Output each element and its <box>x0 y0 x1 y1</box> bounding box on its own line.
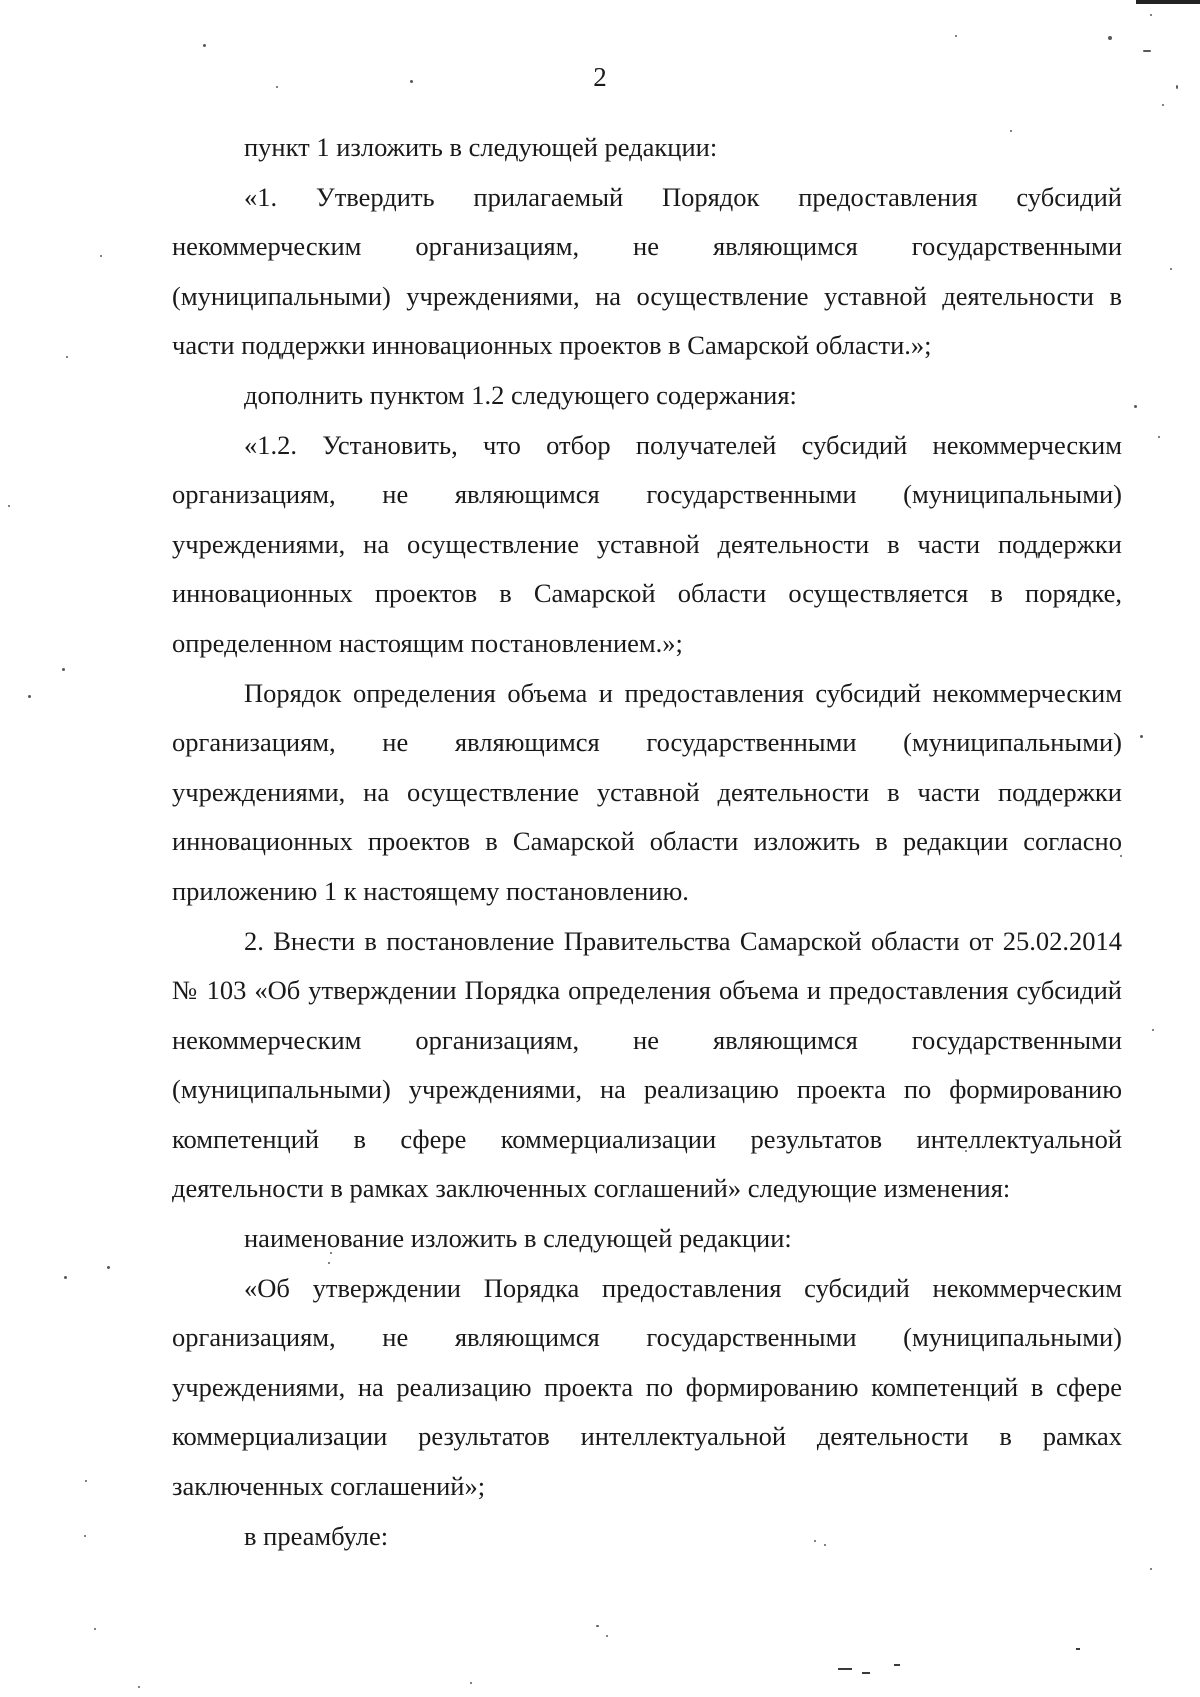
page-number: 2 <box>593 62 607 92</box>
paragraph: дополнить пунктом 1.2 следующего содержания: <box>244 379 797 410</box>
scan-speck <box>62 668 65 671</box>
scan-dash <box>894 1664 900 1666</box>
scan-speck <box>1150 1568 1152 1570</box>
paragraph: «1.2. Установить, что отбор получателей субсидий некоммерческим организациям, не являющимся государственными (муниципальными) учреждениями, на осуществление уставной деятельности в части поддержки инновационных проектов в Самарской области осуществляется в порядке, определенном настоящим постановлением.»; <box>172 429 1122 658</box>
paragraph: «Об утверждении Порядка предоставления субсидий некоммерческим организациям, не являющимся государственными (муниципальными) учреждениями, на реализацию проекта по формированию компетенций в сфере коммерциализации результатов интеллектуальной деятельности в рамках заключенных соглашений»; <box>172 1272 1122 1502</box>
paragraph: «1. Утвердить прилагаемый Порядок предоставления субсидий некоммерческим организациям, не являющимся государственными (муниципальными) учреждениями, на осуществление уставной деятельности в части поддержки инновационных проектов в Самарской области.»; <box>172 181 1122 361</box>
scan-speck <box>1143 50 1151 52</box>
scan-speck <box>1162 104 1164 106</box>
scan-speck <box>94 1628 96 1630</box>
paragraph: пункт 1 изложить в следующей редакции: <box>244 132 718 162</box>
scan-speck <box>107 1266 110 1269</box>
paragraph: в преамбуле: <box>244 1520 389 1551</box>
scan-speck <box>606 1635 608 1637</box>
paragraph: наименование изложить в следующей редакции: <box>244 1223 792 1254</box>
scan-speck <box>1158 436 1160 438</box>
scan-speck <box>84 1535 86 1537</box>
scan-dash <box>838 1668 852 1670</box>
scan-speck <box>470 1682 472 1684</box>
scan-speck <box>203 44 206 47</box>
scan-speck <box>138 1686 140 1688</box>
scan-speck <box>28 695 31 698</box>
scan-speck <box>1170 268 1172 270</box>
scan-dash <box>862 1672 870 1674</box>
scan-speck <box>1150 14 1152 16</box>
scan-speck <box>66 356 68 358</box>
scan-edge-line <box>1136 0 1200 4</box>
scan-speck <box>1134 405 1137 408</box>
scan-speck <box>100 255 102 257</box>
scan-speck <box>8 505 10 507</box>
scan-speck <box>64 1276 67 1279</box>
scan-speck <box>85 1480 87 1482</box>
scan-dash <box>1076 1648 1080 1650</box>
paragraph: Порядок определения объема и предоставления субсидий некоммерческим организациям, не являющимся государственными (муниципальными) учреждениями, на осуществление уставной деятельности в части поддержки инновационных проектов в Самарской области изложить в редакции согласно приложению 1 к настоящему постановлению. <box>172 677 1122 906</box>
scan-speck <box>596 1625 599 1627</box>
document-body <box>172 123 1122 1561</box>
scan-speck <box>1140 735 1143 738</box>
paragraph: 2. Внести в постановление Правительства Самарской области от 25.02.2014 № 103 «Об утверждении Порядка определения объема и предоставления субсидий некоммерческим организациям, не являющимся государственными (муниципальными) учреждениями, на реализацию проекта по формированию компетенций в сфере коммерциализации результатов интеллектуальной деятельности в рамках заключенных соглашений» следующие изменения: <box>172 925 1122 1204</box>
scan-speck <box>955 35 957 37</box>
scan-speck <box>1108 36 1112 40</box>
scan-speck <box>1152 1029 1154 1031</box>
